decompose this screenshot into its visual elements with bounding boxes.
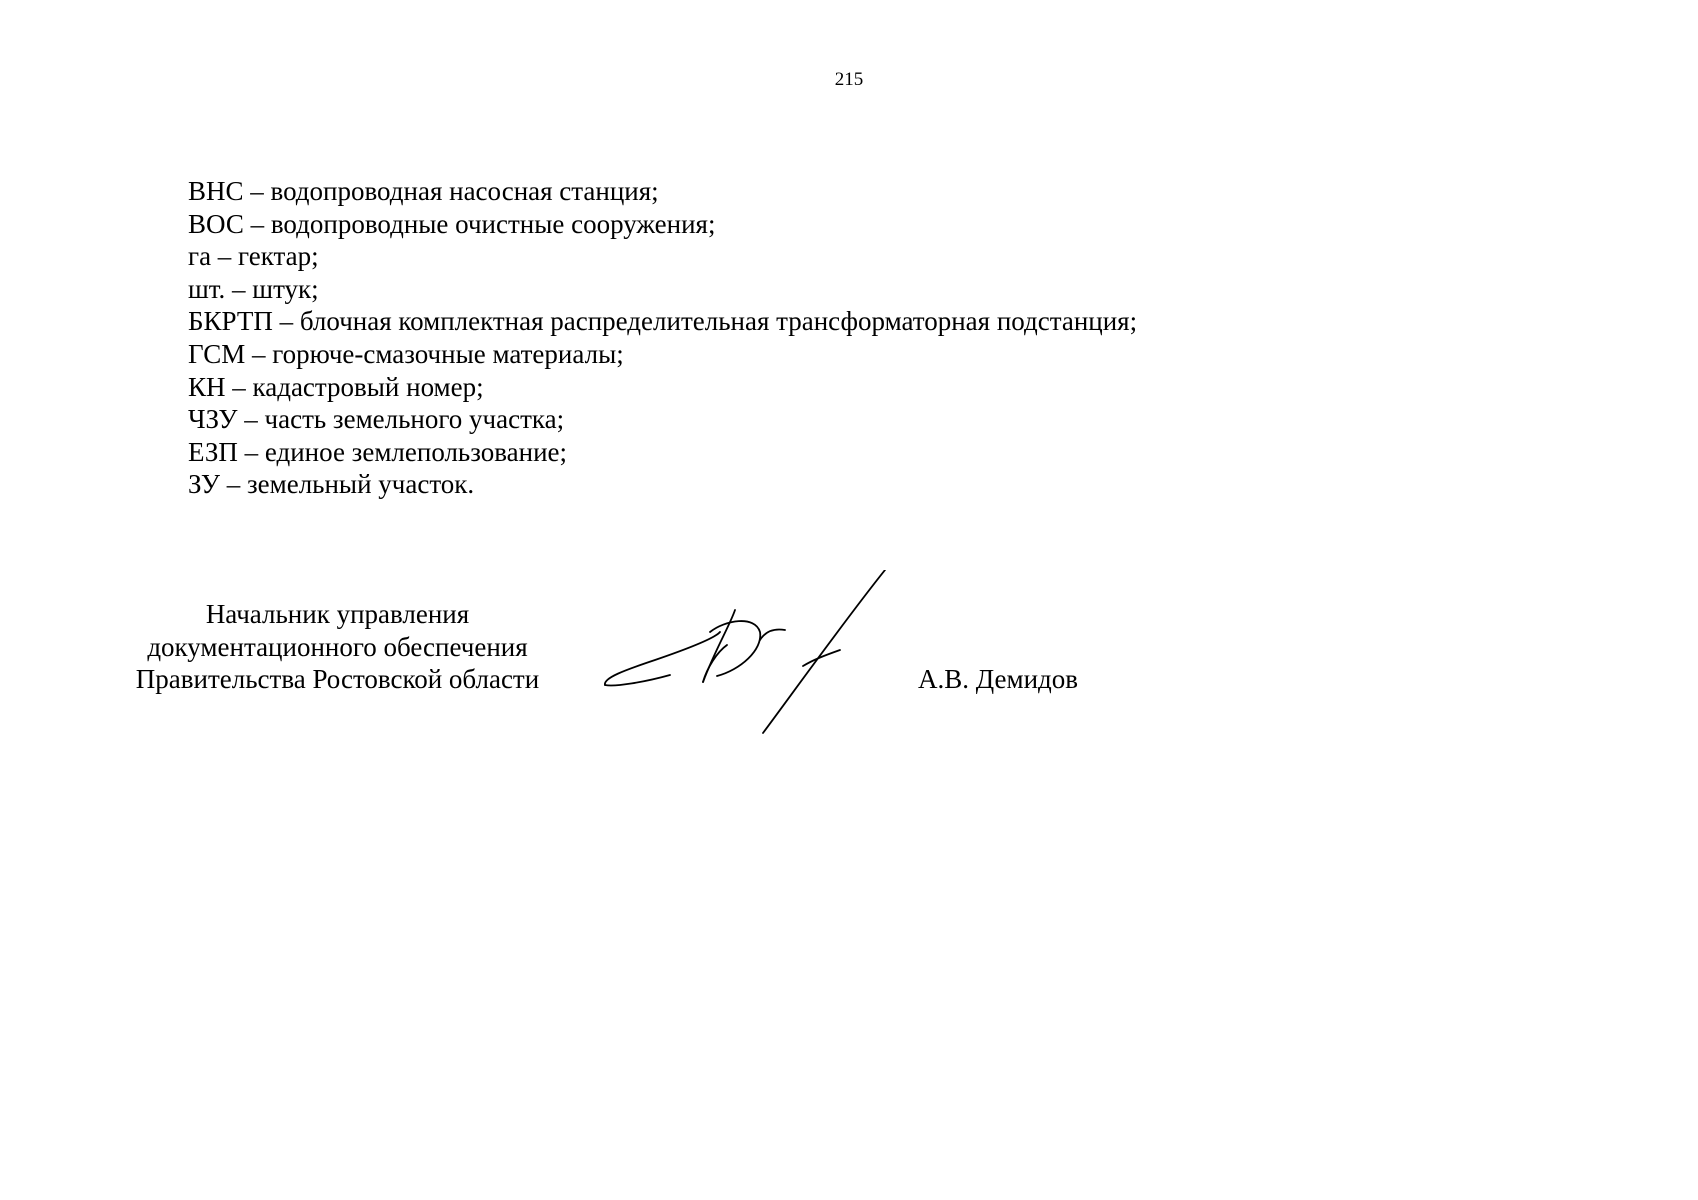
abbreviation-list	[188, 175, 1137, 501]
abbreviation-item: ГСМ – горюче-смазочные материалы;	[188, 338, 624, 369]
abbreviation-item: ЧЗУ – часть земельного участка;	[188, 404, 565, 435]
page-number: 215	[834, 69, 864, 90]
signatory-position	[110, 598, 565, 696]
signatory-name: А.В. Демидов	[918, 664, 1079, 694]
handwritten-signature-icon	[595, 570, 895, 735]
abbreviation-item: ВНС – водопроводная насосная станция;	[188, 176, 659, 206]
abbreviation-item: ВОС – водопроводные очистные сооружения;	[188, 208, 716, 239]
abbreviation-item: ЗУ – земельный участок.	[188, 469, 475, 500]
signatory-position-line: Правительства Ростовской области	[135, 664, 540, 695]
abbreviation-item: шт. – штук;	[188, 273, 319, 304]
abbreviation-item: ЕЗП – единое землепользование;	[188, 436, 568, 467]
abbreviation-item: га – гектар;	[188, 241, 319, 272]
abbreviation-item: БКРТП – блочная комплектная распределительная трансформаторная подстанция;	[188, 306, 1138, 337]
abbreviation-item: КН – кадастровый номер;	[188, 371, 484, 402]
signatory-position-line: Начальник управления	[205, 599, 470, 629]
signatory-position-line: документационного обеспечения	[147, 631, 528, 662]
